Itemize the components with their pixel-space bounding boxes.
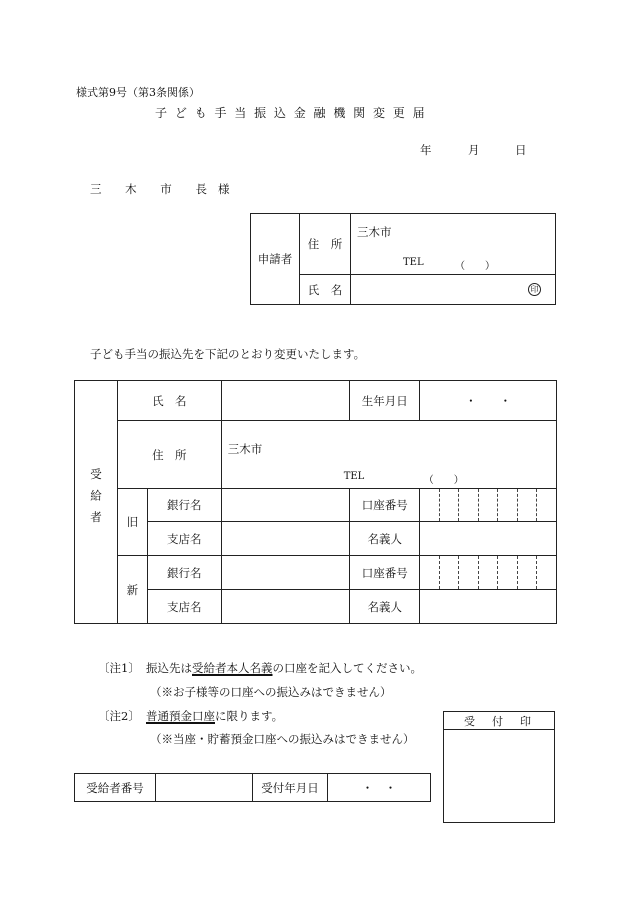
new-branch-label: 支店名 (147, 590, 221, 624)
applicant-address-field[interactable] (351, 214, 556, 275)
note2-tag: 〔注2〕 (98, 709, 140, 723)
old-branch-field[interactable] (221, 522, 350, 556)
office-use-table (74, 773, 431, 802)
applicant-address-label: 住 所 (300, 214, 351, 275)
applicant-address-prefix: 三木市 (357, 225, 392, 239)
recipient-birth-label: 生年月日 (350, 381, 420, 421)
note2-emphasis: 普通預金口座 (146, 709, 215, 723)
note1-tag: 〔注1〕 (98, 661, 140, 675)
old-account-label: 旧 (117, 489, 147, 556)
note1-text: 振込先は受給者本人名義の口座を記入してください。 (146, 661, 422, 675)
note1-emphasis: 受給者本人名義 (192, 661, 273, 675)
date-month-label: 月 (468, 143, 480, 157)
new-account-number-label: 口座番号 (350, 556, 420, 590)
recipient-address-label: 住 所 (117, 421, 221, 489)
new-bank-label: 銀行名 (147, 556, 221, 590)
intro-text: 子ども手当の振込先を下記のとおり変更いたします。 (90, 347, 366, 361)
addressee-honorific: 様 (218, 182, 230, 196)
new-account-number-field[interactable] (420, 556, 557, 590)
old-branch-label: 支店名 (147, 522, 221, 556)
note1-subtext: （※お子様等の口座への振込みはできません） (150, 685, 392, 699)
applicant-name-label: 氏 名 (300, 275, 351, 305)
recipient-tel-label: TEL (343, 471, 365, 482)
old-holder-label: 名義人 (350, 522, 420, 556)
applicant-tel-label: TEL (403, 257, 424, 268)
received-date-label: 受付年月日 (253, 774, 328, 802)
note2-subtext: （※当座・貯蓄預金口座への振込みはできません） (150, 732, 415, 746)
new-branch-field[interactable] (221, 590, 350, 624)
recipient-name-field[interactable] (221, 381, 350, 421)
applicant-table (250, 213, 556, 305)
addressee-name: 三 木 市 長 (90, 182, 217, 196)
applicant-tel-parens: （ ） (455, 261, 495, 272)
recipient-number-field[interactable] (156, 774, 253, 802)
old-bank-label: 銀行名 (147, 489, 221, 522)
applicant-name-field[interactable] (351, 275, 556, 305)
recipient-section-label: 受給者 (75, 381, 118, 624)
recipient-number-label: 受給者番号 (75, 774, 156, 802)
applicant-label: 申請者 (251, 214, 300, 305)
date-year-label: 年 (420, 143, 432, 157)
recipient-tel-parens: （ ） (423, 475, 464, 486)
form-number: 様式第9号（第3条関係） (76, 86, 200, 99)
seal-mark-icon: 印 (528, 283, 541, 296)
old-account-number-label: 口座番号 (350, 489, 420, 522)
receipt-stamp-area[interactable] (444, 730, 555, 823)
old-account-number-field[interactable] (420, 489, 557, 522)
form-title: 子 ど も 手 当 振 込 金 融 機 関 変 更 届 (155, 106, 427, 120)
receipt-stamp-box (443, 711, 555, 823)
old-bank-field[interactable] (221, 489, 350, 522)
new-account-label: 新 (117, 556, 147, 624)
old-holder-field[interactable] (420, 522, 557, 556)
new-bank-field[interactable] (221, 556, 350, 590)
recipient-name-label: 氏 名 (117, 381, 221, 421)
date-day-label: 日 (515, 143, 527, 157)
recipient-address-field[interactable] (221, 421, 556, 489)
note2-text: 普通預金口座に限ります。 (146, 709, 284, 723)
new-holder-field[interactable] (420, 590, 557, 624)
received-date-field[interactable]: ・ ・ (328, 774, 431, 802)
new-holder-label: 名義人 (350, 590, 420, 624)
recipient-table (74, 380, 557, 624)
receipt-stamp-label: 受 付 印 (444, 712, 555, 730)
recipient-address-prefix: 三木市 (227, 442, 263, 456)
recipient-birth-field[interactable]: ・ ・ (420, 381, 557, 421)
